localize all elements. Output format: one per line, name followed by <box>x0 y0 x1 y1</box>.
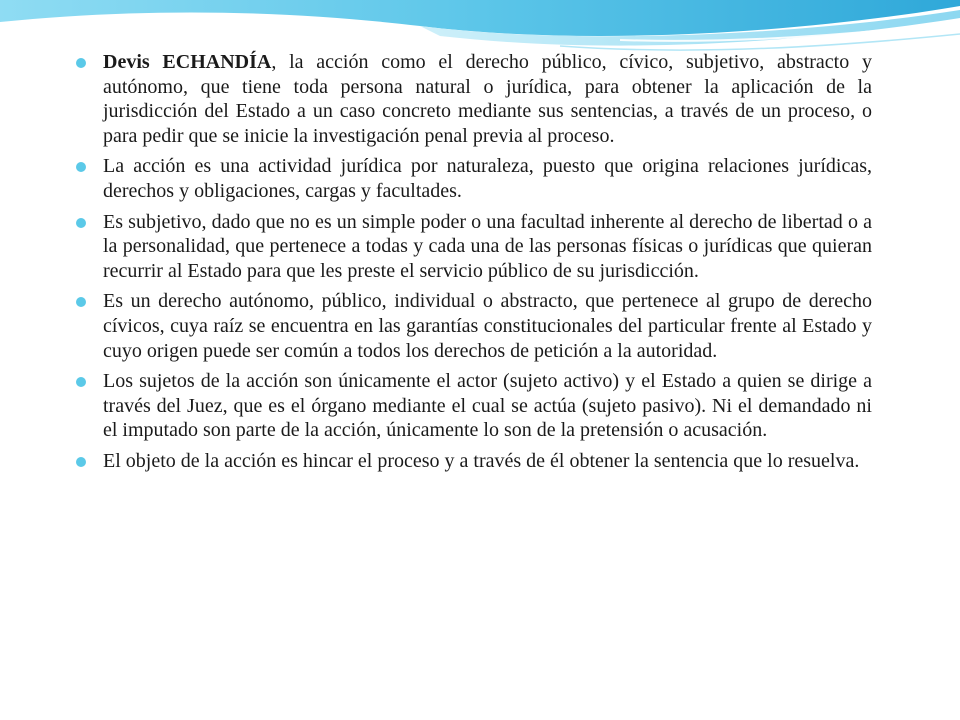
bullet-list <box>76 50 872 474</box>
bullet-text: La acción es una actividad jurídica por naturaleza, puesto que origina relaciones jurídicas, derechos y obligaciones, cargas y facultades. <box>103 155 872 202</box>
bullet-item <box>76 449 872 474</box>
bullet-text: Es un derecho autónomo, público, individual o abstracto, que pertenece al grupo de derecho cívicos, cuya raíz se encuentra en las garantías constitucionales del particular frente al Estado y cuyo origen puede ser común a todos los derechos de petición a la autoridad. <box>103 290 872 362</box>
bullet-dot-icon <box>76 377 86 387</box>
bullet-item <box>76 154 872 203</box>
bullet-text: Los sujetos de la acción son únicamente el actor (sujeto activo) y el Estado a quien se dirige a través del Juez, que es el órgano mediante el cual se actúa (sujeto pasivo). Ni el demandado ni el imputado son parte de la acción, únicamente lo son de la pretensión o acusación. <box>103 370 872 442</box>
bullet-dot-icon <box>76 218 86 228</box>
slide-content <box>76 50 872 480</box>
bullet-dot-icon <box>76 162 86 172</box>
bullet-dot-icon <box>76 297 86 307</box>
bullet-text: El objeto de la acción es hincar el proceso y a través de él obtener la sentencia que lo resuelva. <box>103 449 860 472</box>
author-name: Devis ECHANDÍA <box>103 51 272 73</box>
bullet-text: , la acción como el derecho público, cívico, subjetivo, abstracto y autónomo, que tiene toda persona natural o jurídica, para obtener la aplicación de la jurisdicción del Estado a un caso concreto mediante sus sentencias, a través de un proceso, o para pedir que se inicie la investigación penal previa al proceso. <box>103 51 872 147</box>
bullet-dot-icon <box>76 58 86 68</box>
bullet-item <box>76 50 872 148</box>
bullet-item <box>76 289 872 363</box>
bullet-item <box>76 369 872 443</box>
bullet-text: Es subjetivo, dado que no es un simple poder o una facultad inherente al derecho de libertad o a la personalidad, que pertenece a todas y cada una de las personas físicas o jurídicas que quieran recurrir al Estado para que les preste el servicio público de su jurisdicción. <box>103 210 872 282</box>
bullet-dot-icon <box>76 457 86 467</box>
bullet-item <box>76 210 872 284</box>
